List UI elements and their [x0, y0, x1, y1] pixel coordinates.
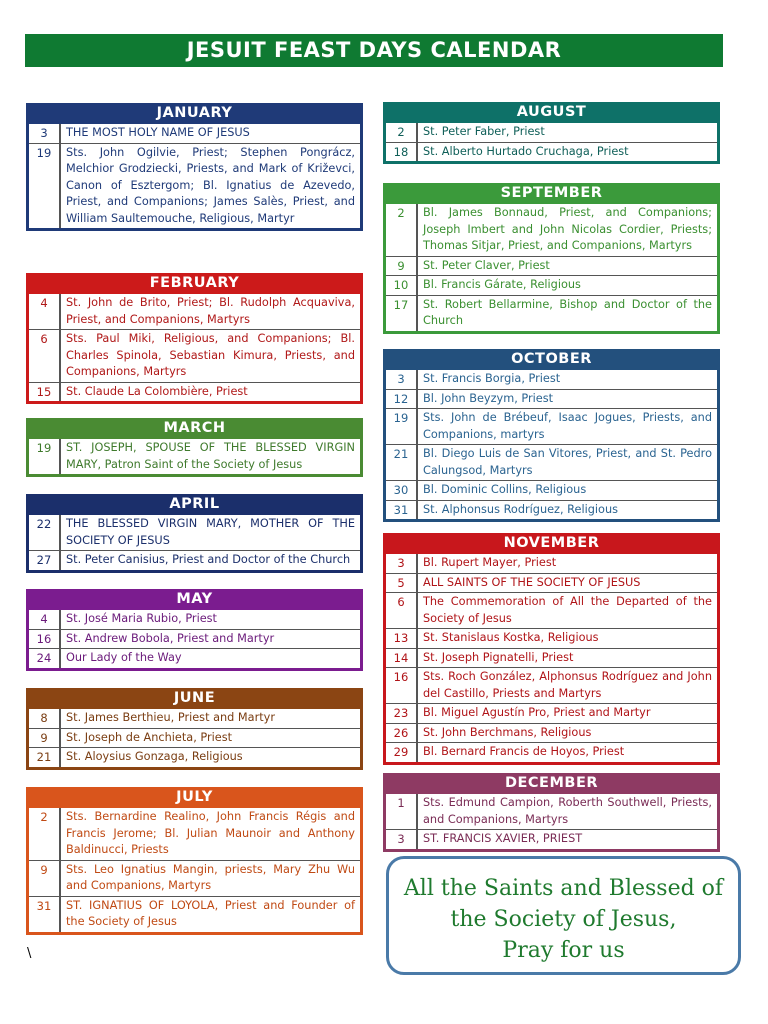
feast-table — [26, 610, 363, 671]
feast-table — [26, 709, 363, 770]
feast-name: Bl. Francis Gárate, Religious — [423, 278, 581, 291]
prayer-box — [386, 856, 741, 975]
feast-row — [29, 648, 360, 668]
feast-day: 10 — [386, 276, 418, 295]
feast-row — [386, 628, 717, 648]
month-header: NOVEMBER — [383, 533, 720, 554]
feast-row — [386, 256, 717, 276]
month-header: MARCH — [26, 418, 363, 439]
feast-day: 2 — [386, 123, 418, 142]
feast-day: 17 — [386, 296, 418, 331]
feast-name: Sts. John de Brébeuf, Isaac Jogues, Priests, and Companions, martyrs — [423, 411, 712, 441]
feast-name: St. John de Brito, Priest; Bl. Rudolph Acquaviva, Priest, and Companions, Martyrs — [66, 296, 355, 326]
month-september — [383, 183, 720, 334]
feast-row — [386, 142, 717, 162]
feast-row — [29, 610, 360, 629]
feast-name: Sts. Edmund Campion, Roberth Southwell, Priests, and Companions, Martyrs — [423, 796, 712, 826]
feast-day: 2 — [29, 808, 61, 860]
feast-name: THE BLESSED VIRGIN MARY, MOTHER OF THE SOCIETY OF JESUS — [66, 517, 355, 547]
feast-day: 3 — [29, 124, 61, 143]
feast-row — [29, 329, 360, 382]
feast-table — [26, 439, 363, 477]
feast-name: Sts. Leo Ignatius Mangin, priests, Mary Zhu Wu and Companions, Martyrs — [66, 862, 355, 892]
feast-name: St. Peter Canisius, Priest and Doctor of the Church — [66, 553, 351, 566]
stray-mark: \ — [27, 946, 32, 961]
feast-day: 5 — [386, 574, 418, 593]
feast-row — [386, 573, 717, 593]
feast-name: Bl. John Beyzym, Priest — [423, 391, 554, 405]
feast-name: St. Robert Bellarmine, Bishop and Doctor of the Church — [423, 297, 712, 327]
feast-row — [29, 808, 360, 860]
feast-row — [386, 389, 717, 409]
feast-day: 12 — [386, 390, 418, 409]
feast-name: St. Claude La Colombière, Priest — [66, 384, 248, 398]
month-october — [383, 349, 720, 522]
feast-row — [29, 294, 360, 329]
feast-row — [386, 667, 717, 703]
feast-row — [386, 829, 717, 849]
month-header: JULY — [26, 787, 363, 808]
feast-row — [29, 382, 360, 402]
feast-day: 3 — [386, 370, 418, 389]
feast-day: 8 — [29, 709, 61, 728]
feast-day: 18 — [386, 143, 418, 162]
feast-row — [386, 444, 717, 480]
feast-row — [386, 480, 717, 500]
feast-row — [29, 896, 360, 932]
feast-name: St. José Maria Rubio, Priest — [66, 612, 217, 625]
feast-row — [386, 204, 717, 256]
feast-day: 16 — [29, 630, 61, 649]
month-may — [26, 589, 363, 671]
feast-name: THE MOST HOLY NAME OF JESUS — [66, 126, 250, 139]
feast-table — [26, 294, 363, 404]
feast-day: 14 — [386, 649, 418, 668]
month-february — [26, 273, 363, 404]
month-december — [383, 773, 720, 852]
feast-row — [386, 408, 717, 444]
feast-day: 29 — [386, 743, 418, 762]
prayer-line-2: the Society of Jesus, — [450, 907, 677, 932]
feast-day: 19 — [29, 439, 61, 474]
feast-day: 9 — [386, 257, 418, 276]
feast-table — [383, 794, 720, 852]
feast-day: 3 — [386, 830, 418, 849]
feast-day: 4 — [29, 294, 61, 329]
month-header: OCTOBER — [383, 349, 720, 370]
feast-table — [26, 515, 363, 573]
prayer-line-3: Pray for us — [502, 938, 625, 963]
feast-day: 15 — [29, 383, 61, 402]
feast-row — [29, 629, 360, 649]
feast-name: Bl. Rupert Mayer, Priest — [423, 556, 557, 569]
feast-day: 19 — [386, 409, 418, 444]
feast-name: St. Francis Borgia, Priest — [423, 372, 561, 385]
feast-row — [29, 747, 360, 767]
feast-name: The Commemoration of All the Departed of the Society of Jesus — [423, 595, 712, 625]
feast-name: Sts. Bernardine Realino, John Francis Régis and Francis Jerome; Bl. Julian Maunoir and Anthony Baldinucci, Priests — [66, 810, 355, 856]
feast-day: 6 — [29, 330, 61, 382]
feast-name: Sts. John Ogilvie, Priest; Stephen Pongrácz, Melchior Grodziecki, Priests, and Mark of Križevci, Canon of Esztergom; Bl. Ignatius de Azevedo, Priest, and Companions; James Salès, Priest, and William Saultemouche, Religious, Martyr — [66, 145, 355, 225]
feast-name: St. Stanislaus Kostka, Religious — [423, 631, 599, 644]
feast-row — [29, 728, 360, 748]
month-header: AUGUST — [383, 102, 720, 123]
feast-row — [386, 703, 717, 723]
feast-row — [29, 439, 360, 474]
feast-day: 22 — [29, 515, 61, 550]
month-august — [383, 102, 720, 164]
feast-name: St. Peter Faber, Priest — [423, 125, 545, 138]
feast-day: 26 — [386, 724, 418, 743]
feast-name: St. Alphonsus Rodríguez, Religious — [423, 502, 619, 516]
month-header: MAY — [26, 589, 363, 610]
feast-day: 24 — [29, 649, 61, 668]
feast-name: Bl. Dominic Collins, Religious — [423, 483, 587, 496]
feast-row — [386, 742, 717, 762]
prayer-line-1: All the Saints and Blessed of — [403, 876, 724, 901]
feast-name: St. Joseph Pignatelli, Priest — [423, 650, 574, 664]
feast-name: St. John Berchmans, Religious — [423, 725, 592, 739]
feast-row — [386, 370, 717, 389]
feast-name: ALL SAINTS OF THE SOCIETY OF JESUS — [423, 575, 641, 589]
feast-name: Bl. Diego Luis de San Vitores, Priest, and St. Pedro Calungsod, Martyrs — [423, 447, 712, 477]
feast-name: Our Lady of the Way — [66, 651, 182, 664]
feast-name: St. Joseph de Anchieta, Priest — [66, 730, 233, 744]
page-title: JESUIT FEAST DAYS CALENDAR — [25, 34, 723, 67]
feast-table — [383, 123, 720, 164]
feast-day: 16 — [386, 668, 418, 703]
feast-row — [386, 123, 717, 142]
feast-row — [29, 709, 360, 728]
feast-table — [383, 554, 720, 765]
feast-row — [386, 554, 717, 573]
feast-row — [386, 275, 717, 295]
feast-day: 4 — [29, 610, 61, 629]
feast-day: 19 — [29, 144, 61, 229]
feast-day: 1 — [386, 794, 418, 829]
month-march — [26, 418, 363, 477]
month-june — [26, 688, 363, 770]
feast-row — [29, 515, 360, 550]
feast-day: 27 — [29, 551, 61, 570]
feast-name: Sts. Paul Miki, Religious, and Companions; Bl. Charles Spinola, Sebastian Kimura, Priests, and Companions, Martyrs — [66, 332, 355, 378]
feast-day: 6 — [386, 593, 418, 628]
feast-day: 23 — [386, 704, 418, 723]
feast-table — [26, 808, 363, 935]
feast-name: Bl. Bernard Francis de Hoyos, Priest — [423, 745, 625, 758]
feast-name: St. Andrew Bobola, Priest and Martyr — [66, 631, 275, 645]
feast-name: ST. JOSEPH, SPOUSE OF THE BLESSED VIRGIN MARY, Patron Saint of the Society of Jesus — [66, 441, 355, 471]
feast-row — [386, 648, 717, 668]
feast-table — [383, 370, 720, 522]
month-header: APRIL — [26, 494, 363, 515]
feast-day: 9 — [29, 861, 61, 896]
feast-name: St. Alberto Hurtado Cruchaga, Priest — [423, 144, 629, 158]
month-november — [383, 533, 720, 765]
month-header: FEBRUARY — [26, 273, 363, 294]
feast-row — [386, 723, 717, 743]
feast-table — [26, 124, 363, 231]
feast-day: 3 — [386, 554, 418, 573]
feast-day: 31 — [386, 501, 418, 520]
month-january — [26, 103, 363, 231]
feast-day: 2 — [386, 204, 418, 256]
feast-row — [29, 124, 360, 143]
feast-name: ST. IGNATIUS OF LOYOLA, Priest and Founder of the Society of Jesus — [66, 898, 355, 928]
feast-name: ST. FRANCIS XAVIER, PRIEST — [423, 832, 583, 845]
feast-name: Sts. Roch González, Alphonsus Rodríguez and John del Castillo, Priests and Martyrs — [423, 670, 712, 700]
month-header: JUNE — [26, 688, 363, 709]
feast-row — [29, 143, 360, 229]
feast-row — [386, 295, 717, 331]
month-header: JANUARY — [26, 103, 363, 124]
feast-name: St. Peter Claver, Priest — [423, 258, 550, 272]
feast-day: 31 — [29, 897, 61, 932]
feast-day: 21 — [386, 445, 418, 480]
feast-row — [386, 500, 717, 520]
feast-table — [383, 204, 720, 334]
month-april — [26, 494, 363, 573]
feast-name: Bl. Miguel Agustín Pro, Priest and Martyr — [423, 706, 651, 719]
feast-day: 13 — [386, 629, 418, 648]
feast-row — [29, 860, 360, 896]
feast-row — [386, 592, 717, 628]
feast-name: Bl. James Bonnaud, Priest, and Companions; Joseph Imbert and John Nicolas Cordier, Priests; Thomas Sitjar, Priest, and Companions, Martyrs — [423, 206, 712, 252]
month-header: SEPTEMBER — [383, 183, 720, 204]
feast-day: 21 — [29, 748, 61, 767]
feast-name: St. James Berthieu, Priest and Martyr — [66, 711, 276, 724]
feast-row — [29, 550, 360, 570]
feast-name: St. Aloysius Gonzaga, Religious — [66, 750, 243, 763]
feast-row — [386, 794, 717, 829]
month-header: DECEMBER — [383, 773, 720, 794]
feast-day: 9 — [29, 729, 61, 748]
feast-day: 30 — [386, 481, 418, 500]
month-july — [26, 787, 363, 935]
